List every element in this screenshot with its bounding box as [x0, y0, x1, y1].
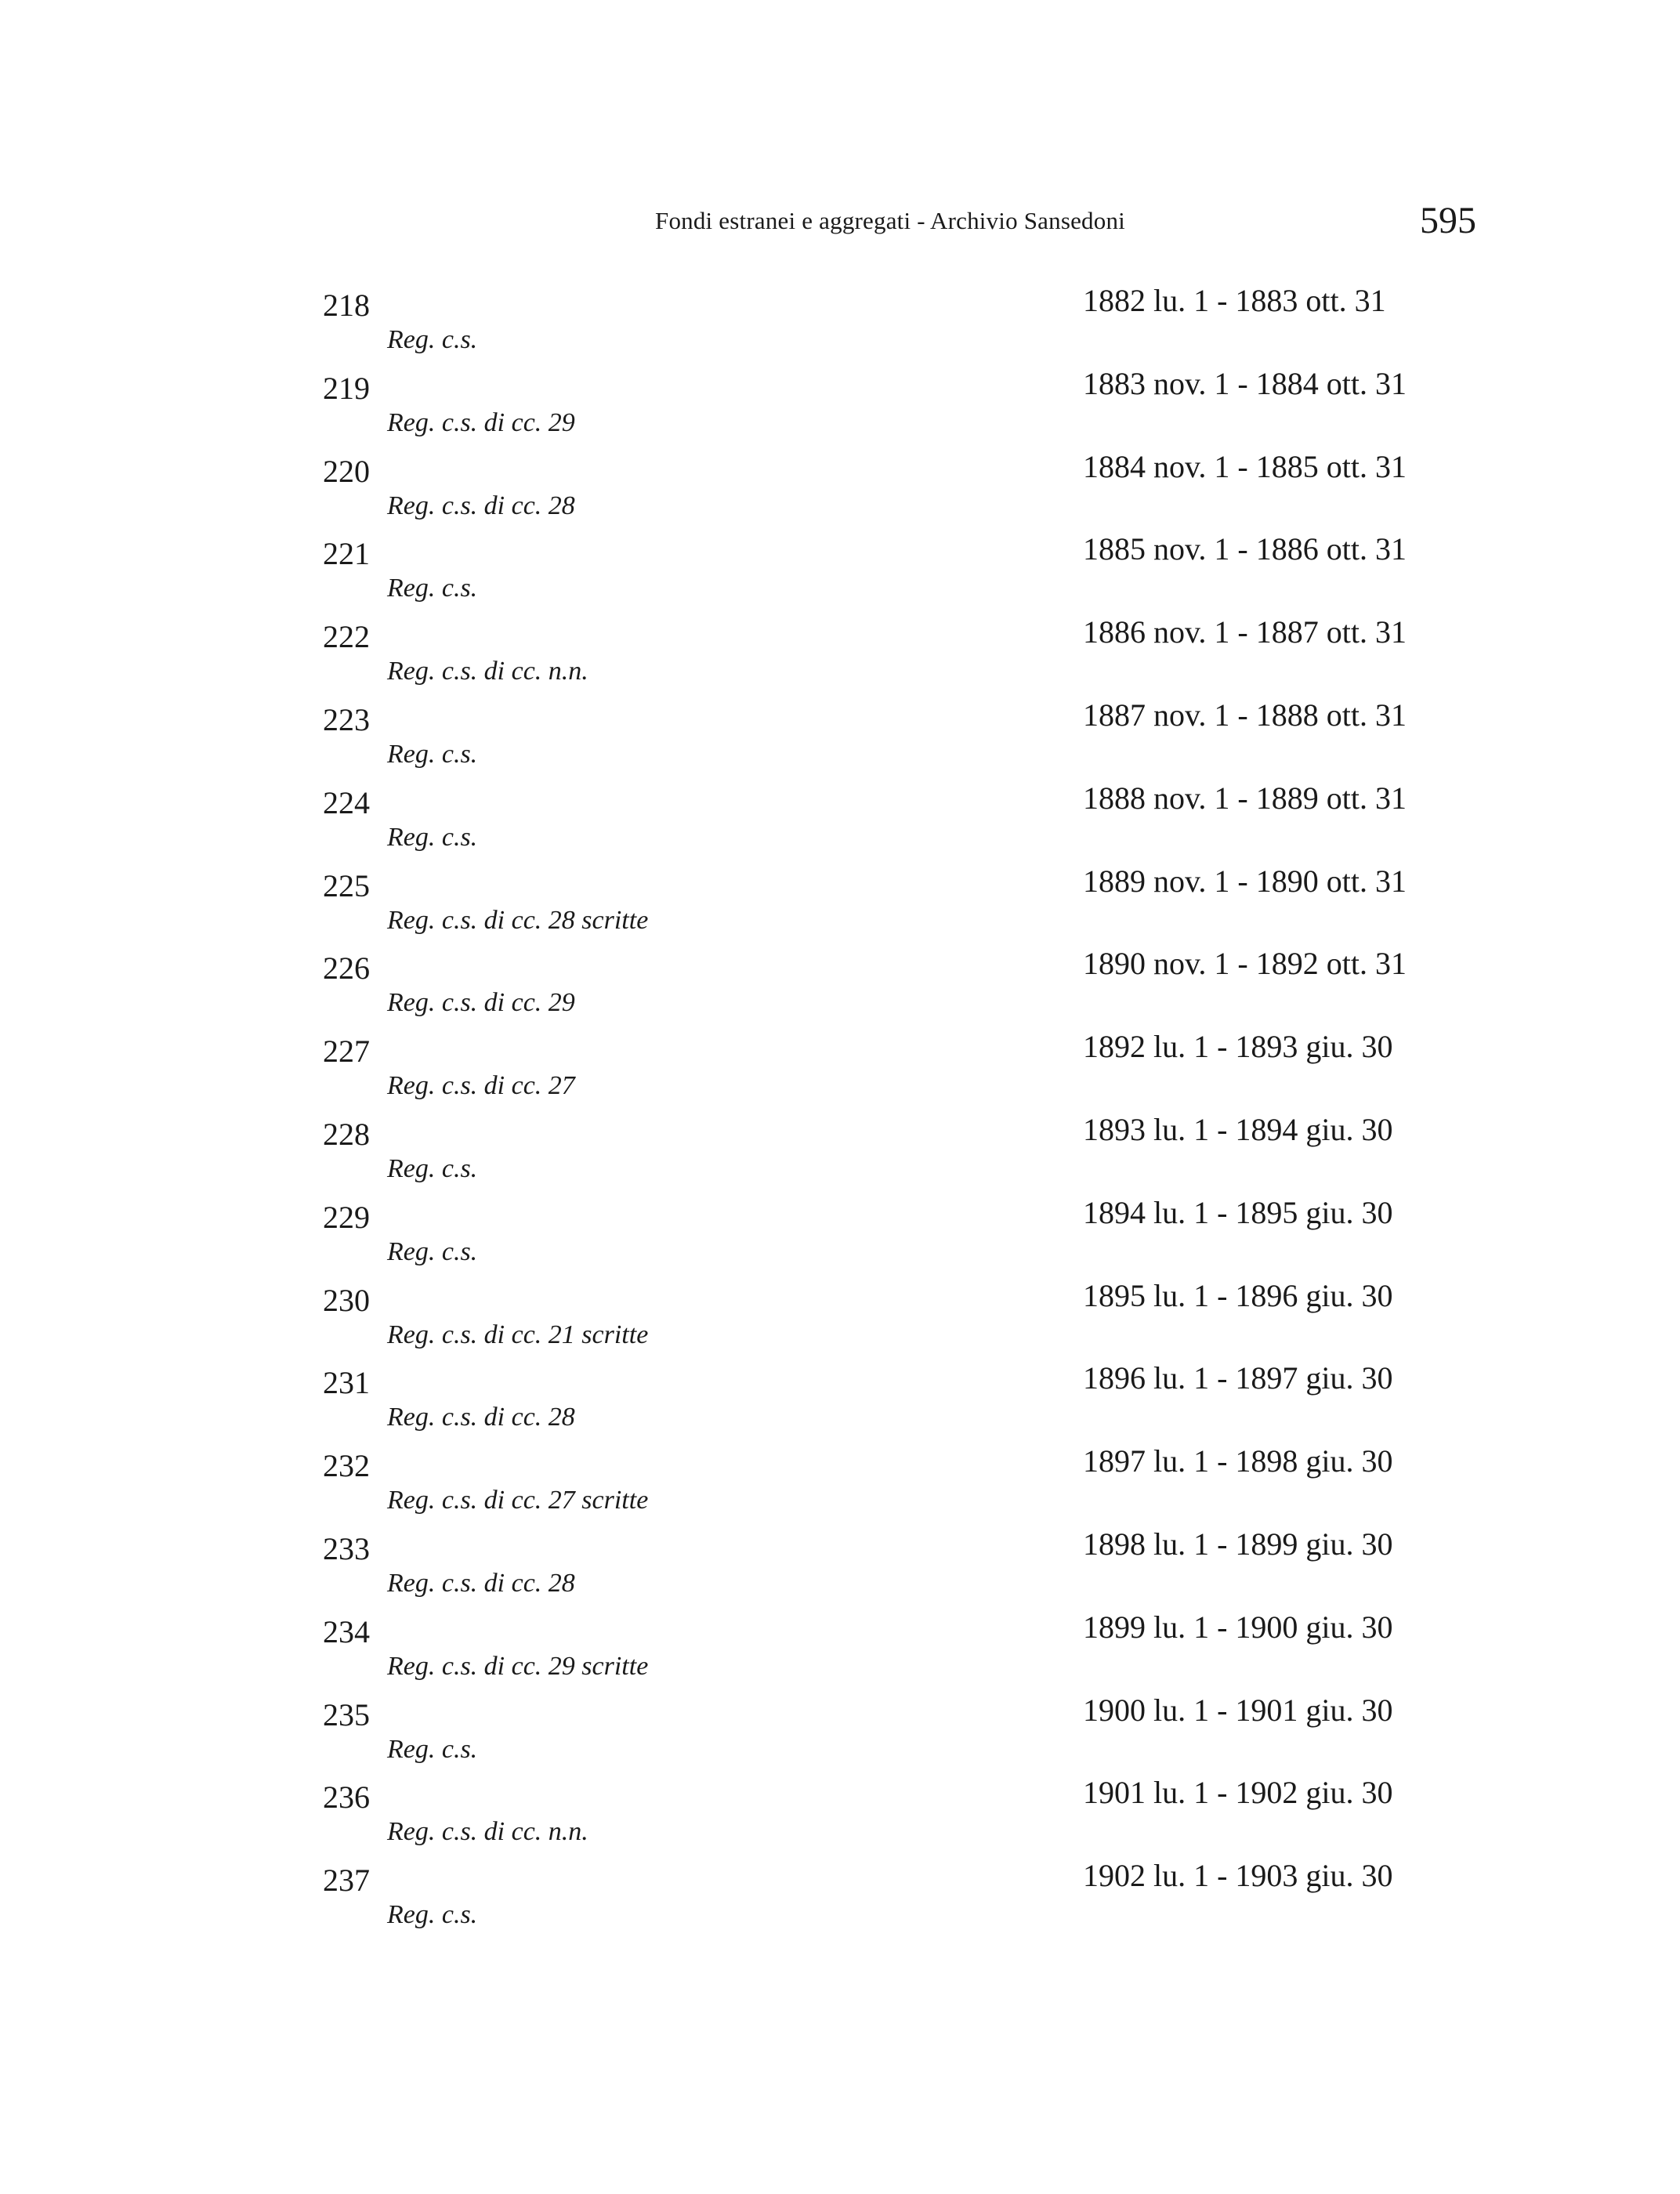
running-head: Fondi estranei e aggregati - Archivio Sansedoni: [655, 207, 1125, 234]
entry-date: 1887 nov. 1 - 1888 ott. 31: [1083, 697, 1407, 733]
register-entry: [0, 1775, 1680, 1863]
entry-description: Reg. c.s. di cc. 27: [387, 1071, 575, 1100]
entry-number: 224: [323, 785, 370, 820]
entry-number: 231: [323, 1365, 370, 1400]
entry-date: 1894 lu. 1 - 1895 giu. 30: [1083, 1195, 1393, 1230]
entry-number: 223: [323, 702, 370, 737]
entry-date: 1885 nov. 1 - 1886 ott. 31: [1083, 531, 1407, 567]
entry-description: Reg. c.s. di cc. n.n.: [387, 1817, 588, 1846]
entry-date: 1899 lu. 1 - 1900 giu. 30: [1083, 1609, 1393, 1645]
entry-number: 237: [323, 1863, 370, 1898]
entry-number: 235: [323, 1697, 370, 1732]
entry-description: Reg. c.s. di cc. 27 scritte: [387, 1486, 649, 1515]
register-entry: [0, 697, 1680, 786]
register-entry: [0, 614, 1680, 703]
entry-date: 1895 lu. 1 - 1896 giu. 30: [1083, 1278, 1393, 1313]
register-entry: [0, 1278, 1680, 1367]
register-entry: [0, 531, 1680, 620]
register-entry: [0, 1443, 1680, 1532]
register-entry: [0, 780, 1680, 869]
entry-date: 1883 nov. 1 - 1884 ott. 31: [1083, 366, 1407, 401]
entry-description: Reg. c.s.: [387, 823, 478, 852]
entry-date: 1901 lu. 1 - 1902 giu. 30: [1083, 1775, 1393, 1810]
entry-date: 1898 lu. 1 - 1899 giu. 30: [1083, 1526, 1393, 1562]
register-entry: [0, 283, 1680, 371]
entry-number: 232: [323, 1448, 370, 1483]
register-entry: [0, 946, 1680, 1034]
entry-date: 1902 lu. 1 - 1903 giu. 30: [1083, 1858, 1393, 1893]
entry-number: 229: [323, 1200, 370, 1235]
page-number: 595: [1420, 200, 1476, 241]
entry-description: Reg. c.s. di cc. 28: [387, 1403, 575, 1432]
entry-date: 1890 nov. 1 - 1892 ott. 31: [1083, 946, 1407, 981]
entry-description: Reg. c.s. di cc. 28: [387, 491, 575, 520]
entry-date: 1886 nov. 1 - 1887 ott. 31: [1083, 614, 1407, 650]
entry-date: 1892 lu. 1 - 1893 giu. 30: [1083, 1029, 1393, 1064]
entry-description: Reg. c.s.: [387, 740, 478, 769]
entry-description: Reg. c.s.: [387, 1154, 478, 1183]
entry-date: 1900 lu. 1 - 1901 giu. 30: [1083, 1693, 1393, 1728]
register-entry: [0, 1029, 1680, 1117]
entry-date: 1896 lu. 1 - 1897 giu. 30: [1083, 1360, 1393, 1396]
entry-date: 1897 lu. 1 - 1898 giu. 30: [1083, 1443, 1393, 1479]
entry-number: 236: [323, 1779, 370, 1815]
entry-description: Reg. c.s. di cc. 28: [387, 1569, 575, 1598]
register-entry: [0, 449, 1680, 538]
entry-number: 220: [323, 454, 370, 489]
entry-date: 1888 nov. 1 - 1889 ott. 31: [1083, 780, 1407, 816]
register-entry: [0, 1526, 1680, 1615]
entry-date: 1884 nov. 1 - 1885 ott. 31: [1083, 449, 1407, 484]
entry-number: 219: [323, 371, 370, 406]
register-entry: [0, 1609, 1680, 1698]
entry-number: 230: [323, 1283, 370, 1318]
entry-number: 218: [323, 288, 370, 323]
register-entry: [0, 1195, 1680, 1283]
entry-description: Reg. c.s. di cc. 29: [387, 988, 575, 1017]
register-entry: [0, 1360, 1680, 1449]
entry-description: Reg. c.s. di cc. 29: [387, 408, 575, 437]
entry-number: 222: [323, 619, 370, 654]
entry-description: Reg. c.s.: [387, 574, 478, 603]
entry-number: 227: [323, 1034, 370, 1069]
entry-description: Reg. c.s.: [387, 1735, 478, 1764]
register-entry: [0, 1693, 1680, 1781]
entry-number: 234: [323, 1614, 370, 1649]
entry-date: 1882 lu. 1 - 1883 ott. 31: [1083, 283, 1386, 318]
entry-number: 226: [323, 950, 370, 986]
entry-description: Reg. c.s. di cc. 29 scritte: [387, 1652, 649, 1681]
register-entry: [0, 1858, 1680, 1946]
register-entry: [0, 1112, 1680, 1200]
entry-date: 1889 nov. 1 - 1890 ott. 31: [1083, 863, 1407, 899]
entry-number: 225: [323, 868, 370, 903]
entry-description: Reg. c.s. di cc. 21 scritte: [387, 1320, 649, 1349]
entry-date: 1893 lu. 1 - 1894 giu. 30: [1083, 1112, 1393, 1147]
entry-description: Reg. c.s.: [387, 1237, 478, 1266]
entry-description: Reg. c.s.: [387, 1900, 478, 1929]
entry-description: Reg. c.s. di cc. 28 scritte: [387, 906, 649, 935]
entry-number: 233: [323, 1531, 370, 1566]
register-entry: [0, 366, 1680, 454]
entry-description: Reg. c.s.: [387, 325, 478, 354]
register-entry: [0, 863, 1680, 952]
entry-number: 221: [323, 536, 370, 571]
entry-description: Reg. c.s. di cc. n.n.: [387, 657, 588, 686]
entry-number: 228: [323, 1117, 370, 1152]
